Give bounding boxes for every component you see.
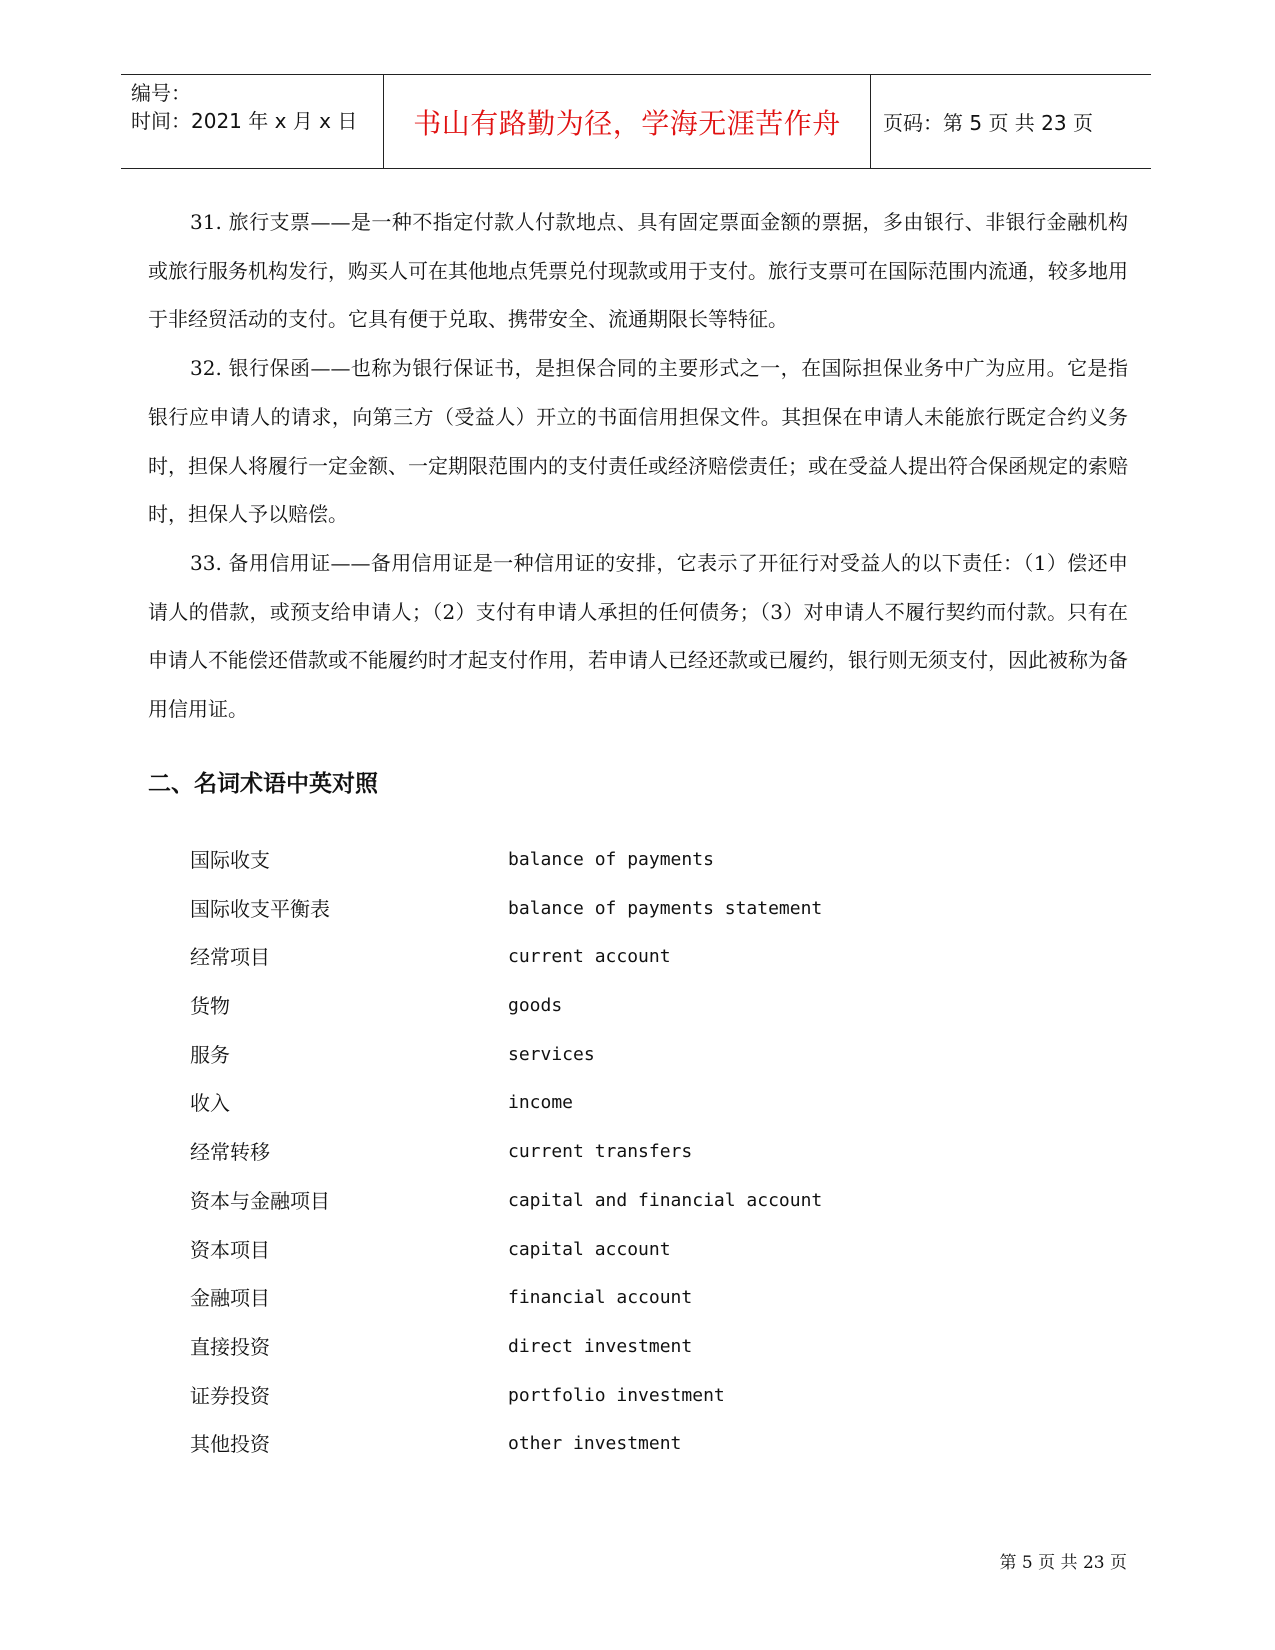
glossary-row <box>190 942 1090 991</box>
glossary-row <box>190 845 1090 894</box>
definition-paragraph: 31. 旅行支票——是一种不指定付款人付款地点、具有固定票面金额的票据，多由银行、非银行金融机构或旅行服务机构发行，购买人可在其他地点凭票兑付现款或用于支付。旅行支票可在国际范围内流通，较多地用于非经贸活动的支付。它具有便于兑取、携带安全、流通期限长等特征。 <box>148 210 1128 332</box>
glossary-term-cn: 收入 <box>190 1091 230 1116</box>
glossary-row <box>190 1186 1090 1235</box>
glossary-term-cn: 证券投资 <box>190 1383 270 1408</box>
glossary-row <box>190 1283 1090 1332</box>
glossary-term-cn: 国际收支 <box>190 848 270 872</box>
glossary-term-cn: 其他投资 <box>190 1432 270 1457</box>
glossary-term-en: capital and financial account <box>508 1189 823 1211</box>
glossary-row <box>190 991 1090 1040</box>
glossary-row <box>190 1040 1090 1089</box>
document-date: 时间：2021 年 x 月 x 日 <box>131 109 358 133</box>
glossary-term-en: goods <box>508 995 563 1017</box>
body-content <box>148 198 1128 734</box>
glossary-row <box>190 1088 1090 1137</box>
glossary-term-en: balance of payments statement <box>508 897 823 919</box>
glossary-term-cn: 国际收支平衡表 <box>190 896 330 921</box>
glossary-row <box>190 894 1090 943</box>
glossary-term-cn: 金融项目 <box>190 1286 270 1311</box>
glossary-term-en: portfolio investment <box>508 1384 725 1406</box>
footer-page-number: 第 5 页 共 23 页 <box>999 1553 1127 1573</box>
glossary-term-cn: 直接投资 <box>190 1334 270 1359</box>
glossary-term-en: current account <box>508 946 671 968</box>
page-header <box>121 74 1151 169</box>
glossary-row <box>190 1332 1090 1381</box>
glossary-term-en: services <box>508 1043 595 1065</box>
page-footer <box>1000 1548 1127 1573</box>
header-page-info: 页码：第 5 页 共 23 页 <box>883 111 1093 135</box>
glossary-term-cn: 经常转移 <box>190 1140 270 1165</box>
glossary-row <box>190 1137 1090 1186</box>
header-meta-cell <box>121 75 384 168</box>
glossary-term-cn: 资本项目 <box>190 1237 270 1262</box>
glossary-term-en: financial account <box>508 1287 693 1309</box>
glossary-term-en: current transfers <box>508 1141 693 1163</box>
glossary-term-en: balance of payments <box>508 849 714 870</box>
glossary-term-cn: 货物 <box>190 994 230 1019</box>
glossary-term-en: other investment <box>508 1433 682 1455</box>
glossary-term-en: direct investment <box>508 1335 693 1357</box>
glossary-term-en: income <box>508 1092 574 1114</box>
glossary-list <box>190 845 1090 1478</box>
glossary-term-cn: 服务 <box>190 1042 230 1067</box>
section-heading: 二、名词术语中英对照 <box>148 771 378 797</box>
glossary-term-cn: 资本与金融项目 <box>190 1188 330 1213</box>
glossary-row <box>190 1235 1090 1284</box>
glossary-row <box>190 1429 1090 1478</box>
glossary-row <box>190 1381 1090 1430</box>
glossary-term-cn: 经常项目 <box>190 945 270 970</box>
document-number-label: 编号： <box>131 81 191 105</box>
header-motto-cell <box>384 75 871 168</box>
definition-paragraph: 33. 备用信用证——备用信用证是一种信用证的安排，它表示了开征行对受益人的以下责任：（1）偿还申请人的借款，或预支给申请人；（2）支付有申请人承担的任何债务；（3）对申请人不履行契约而付款。只有在申请人不能偿还借款或不能履约时才起支付作用，若申请人已经还款或已履约，银行则无须支付，因此被称为备用信用证。 <box>148 550 1128 722</box>
header-page-cell <box>871 75 1151 168</box>
header-motto: 书山有路勤为径，学海无涯苦作舟 <box>413 106 841 140</box>
definition-paragraph: 32. 银行保函——也称为银行保证书，是担保合同的主要形式之一，在国际担保业务中广为应用。它是指银行应申请人的请求，向第三方（受益人）开立的书面信用担保文件。其担保在申请人未能旅行既定合约义务时，担保人将履行一定金额、一定期限范围内的支付责任或经济赔偿责任；或在受益人提出符合保函规定的索赔时，担保人予以赔偿。 <box>148 356 1128 527</box>
glossary-term-en: capital account <box>508 1238 671 1260</box>
